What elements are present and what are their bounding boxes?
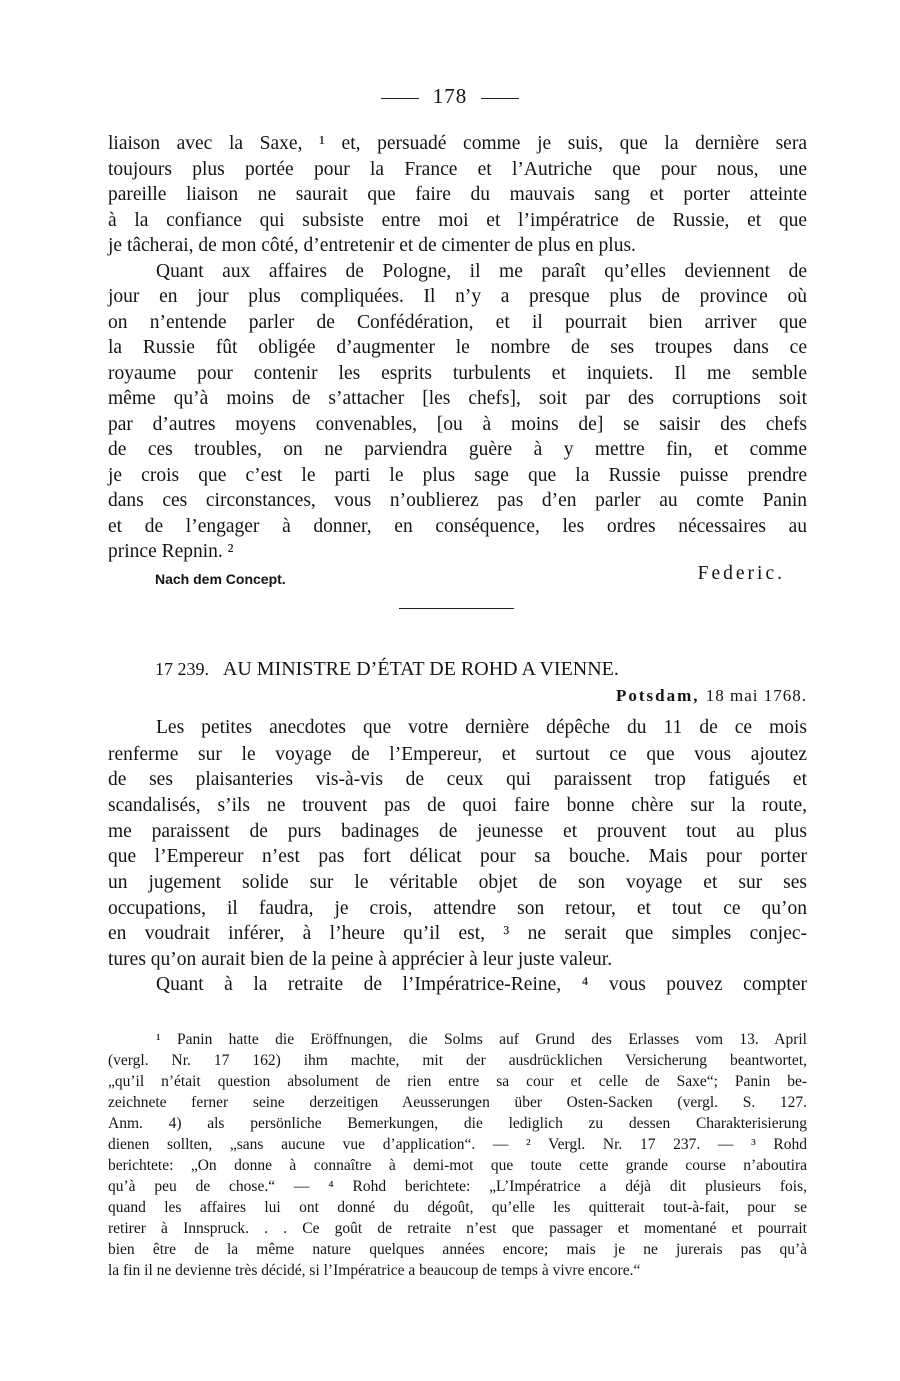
header-dash-right xyxy=(481,98,519,99)
footnote-line: retirer à Innspruck. . . Ce goût de retraite n’est que passager et momentané et pourrait xyxy=(108,1220,807,1237)
footnote-line: (vergl. Nr. 17 162) ihm machte, mit der ausdrücklichen Versicherung beantwortet, xyxy=(108,1052,807,1069)
text-line: dans ces circonstances, vous n’oublierez pas d’en parler au comte Panin xyxy=(108,490,807,511)
text-line: la Russie fût obligée d’augmenter le nombre de ses troupes dans ce xyxy=(108,337,807,358)
text-line: toujours plus portée pour la France et l’Autriche que pour nous, une xyxy=(108,159,807,180)
text-line: que l’Empereur n’est pas fort délicat pour sa bouche. Mais pour porter xyxy=(108,846,807,867)
footnote-line: qu’à peu de chose.“ — ⁴ Rohd berichtete: „L’Impératrice a déjà dit plusieurs fois, xyxy=(108,1178,807,1195)
text-line: me paraissent de purs badinages de jeunesse et prouvent tout au plus xyxy=(108,821,807,842)
text-line: en voudrait inférer, à l’heure qu’il est, ³ ne serait que simples conjec- xyxy=(108,923,807,944)
text-line: par d’autres moyens convenables, [ou à moins de] se saisir des chefs xyxy=(108,414,807,435)
footnote-line: quand les affaires lui ont donné du dégoût, qu’elle les quitterait tout-à-fait, pour se xyxy=(108,1199,807,1216)
text-line: occupations, il faudra, je crois, attendre son retour, et tout ce qu’on xyxy=(108,898,807,919)
letter-heading xyxy=(155,655,805,683)
text-line: je crois que c’est le parti le plus sage que la Russie puisse prendre xyxy=(108,465,807,486)
text-line: tures qu’on aurait bien de la peine à apprécier à leur juste valeur. xyxy=(108,949,613,970)
section-divider xyxy=(399,608,514,609)
text-line: de ses plaisanteries vis-à-vis de ceux qui paraissent trop fatigués et xyxy=(108,769,807,790)
footnote-line: „qu’il n’était question absolument de rien entre sa cour et celle de Saxe“; Panin be- xyxy=(108,1073,807,1090)
footnote-line: dienen sollten, „sans aucune vue d’application“. — ² Vergl. Nr. 17 237. — ³ Rohd xyxy=(108,1136,807,1153)
footnote-line: la fin il ne devienne très décidé, si l’Impératrice a beaucoup de temps à vivre encore.“ xyxy=(108,1262,641,1279)
letter-number: 17 239. xyxy=(155,659,209,679)
text-line: liaison avec la Saxe, ¹ et, persuadé comme je suis, que la dernière sera xyxy=(108,133,807,154)
page-header xyxy=(0,84,900,109)
text-line: de ces troubles, on ne parviendra guère à y mettre fin, et comme xyxy=(108,439,807,460)
text-line: je tâcherai, de mon côté, d’entretenir et de cimenter de plus en plus. xyxy=(108,235,636,256)
text-line: Quant aux affaires de Pologne, il me paraît qu’elles deviennent de xyxy=(156,261,807,282)
text-line: et de l’engager à donner, en conséquence, les ordres nécessaires au xyxy=(108,516,807,537)
page-number: 178 xyxy=(432,84,468,108)
text-line: à la confiance qui subsiste entre moi et l’impératrice de Russie, et que xyxy=(108,210,807,231)
text-line: un jugement solide sur le véritable objet de son voyage et sur ses xyxy=(108,872,807,893)
footnote-line: Anm. 4) als persönliche Bemerkungen, die lediglich zu dessen Charakterisierung xyxy=(108,1115,807,1132)
text-line: Les petites anecdotes que votre dernière dépêche du 11 de ce mois xyxy=(156,717,807,738)
footnote-line: zeichnete ferner seine derzeitigen Aeusserungen über Osten-Sacken (vergl. S. 127. xyxy=(108,1094,807,1111)
source-note: Nach dem Concept. xyxy=(155,571,286,587)
footnote-line: berichtete: „On donne à connaître à demi-mot que toute cette grande course n’aboutira xyxy=(108,1157,807,1174)
text-line: Quant à la retraite de l’Impératrice-Reine, ⁴ vous pouvez compter xyxy=(156,974,807,995)
text-line: royaume pour contenir les esprits turbulents et inquiets. Il me semble xyxy=(108,363,807,384)
footnote-line: ¹ Panin hatte die Eröffnungen, die Solms auf Grund des Erlasses vom 13. April xyxy=(156,1031,807,1048)
letter-date: 18 mai 1768. xyxy=(705,686,807,705)
text-line: même qu’à moins de s’attacher [les chefs], soit par des corruptions soit xyxy=(108,388,807,409)
text-line: pareille liaison ne saurait que faire du mauvais sang et porter atteinte xyxy=(108,184,807,205)
signature: Federic. xyxy=(697,563,785,584)
closing-row xyxy=(155,563,785,589)
letter-title: AU MINISTRE D’ÉTAT DE ROHD A VIENNE. xyxy=(222,658,619,680)
text-line: scandalisés, s’ils ne trouvent pas de quoi faire bonne chère sur la route, xyxy=(108,795,807,816)
text-line: on n’entende parler de Confédération, et il pourrait bien arriver que xyxy=(108,312,807,333)
letter-dateline xyxy=(616,686,807,706)
text-line: prince Repnin. ² xyxy=(108,541,234,562)
letter-place: Potsdam, xyxy=(615,686,700,705)
header-dash-left xyxy=(381,98,419,99)
text-line: jour en jour plus compliquées. Il n’y a presque plus de province où xyxy=(108,286,807,307)
text-line: renferme sur le voyage de l’Empereur, et surtout ce que vous ajoutez xyxy=(108,744,807,765)
footnote-line: bien être de la même nature quelques années encore; mais je ne jurerais pas qu’à xyxy=(108,1241,807,1258)
